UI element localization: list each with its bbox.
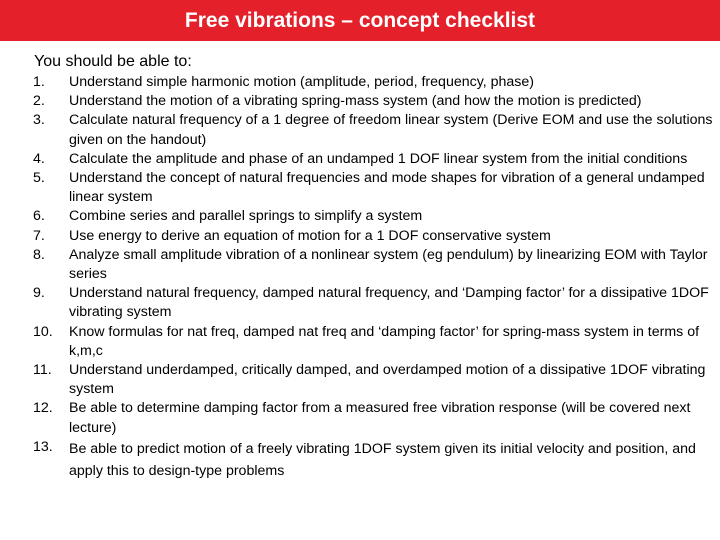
item-number: 13. [33, 438, 53, 455]
list-item [33, 92, 713, 111]
list-item [33, 438, 713, 482]
item-number: 1. [33, 74, 45, 90]
item-number: 7. [33, 227, 45, 244]
item-text: Know formulas for nat freq, damped nat freq and ‘damping factor’ for spring-mass system in terms of k,m,c [69, 323, 700, 359]
item-text: Understand natural frequency, damped natural frequency, and ‘Damping factor’ for a dissipative 1DOF vibrating system [69, 285, 709, 321]
list-item [33, 323, 713, 361]
item-text: Combine series and parallel springs to simplify a system [69, 208, 423, 225]
intro-text: You should be able to: [34, 53, 192, 70]
item-number: 11. [33, 362, 52, 379]
page-title: Free vibrations – concept checklist [184, 8, 536, 32]
item-number: 2. [33, 93, 45, 110]
item-number: 6. [33, 208, 45, 225]
item-text: Use energy to derive an equation of motion for a 1 DOF conservative system [69, 227, 551, 244]
list-item [33, 111, 713, 149]
item-text: Understand the concept of natural frequencies and mode shapes for vibration of a general undamped linear system [69, 170, 705, 206]
item-text: Understand simple harmonic motion (amplitude, period, frequency, phase) [69, 74, 535, 90]
list-item [33, 73, 713, 92]
item-number: 12. [33, 400, 53, 417]
item-number: 10. [33, 323, 53, 340]
list-item [33, 399, 713, 437]
item-text: Calculate the amplitude and phase of an undamped 1 DOF linear system from the initial conditions [69, 150, 688, 167]
item-text: Calculate natural frequency of a 1 degree of freedom linear system (Derive EOM and use the solutions given on the handout) [69, 112, 713, 148]
item-number: 3. [33, 112, 45, 129]
item-number: 8. [33, 246, 45, 263]
item-text: Be able to determine damping factor from a measured free vibration response (will be covered next lecture) [69, 400, 691, 436]
list-item [33, 361, 713, 399]
list-item [33, 284, 713, 322]
list-item [33, 207, 713, 226]
item-number: 4. [33, 150, 45, 167]
item-text: Understand the motion of a vibrating spring-mass system (and how the motion is predicted) [69, 93, 642, 110]
item-text: Analyze small amplitude vibration of a nonlinear system (eg pendulum) by linearizing EOM with Taylor series [69, 246, 708, 283]
list-item [33, 246, 713, 284]
checklist [33, 73, 713, 482]
list-item [33, 169, 713, 207]
list-item [33, 150, 713, 169]
item-text: Be able to predict motion of a freely vibrating 1DOF system given its initial velocity and position, and apply this to design-type problems [69, 440, 696, 479]
item-number: 5. [33, 170, 45, 187]
item-number: 9. [33, 285, 45, 302]
title-bar [0, 0, 720, 41]
item-text: Understand underdamped, critically damped, and overdamped motion of a dissipative 1DOF vibrating system [69, 362, 706, 398]
list-item [33, 227, 713, 246]
